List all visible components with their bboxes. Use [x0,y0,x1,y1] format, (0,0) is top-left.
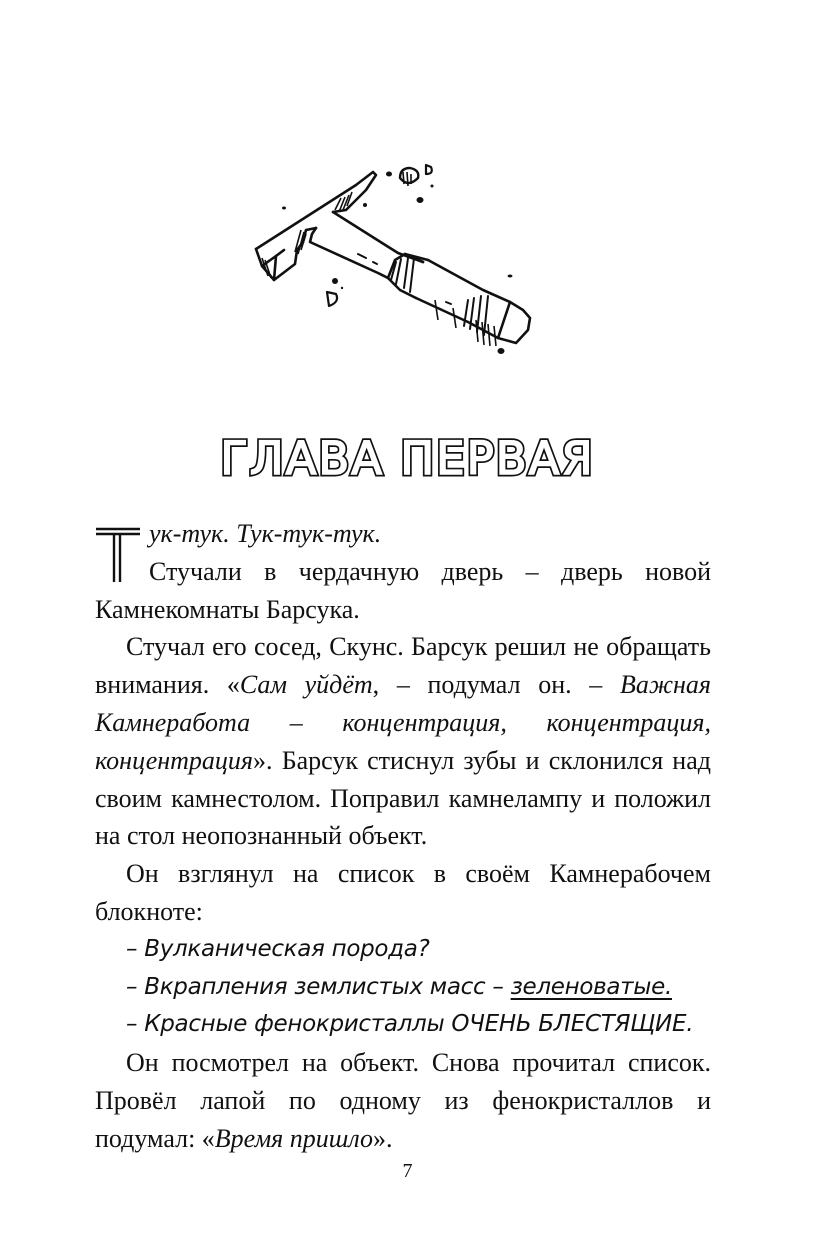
list-dash: – [126,973,145,1000]
paragraph-2 [95,628,711,855]
hammer-icon [248,150,548,380]
list-dash: – [126,1011,145,1038]
notebook-item [95,931,711,969]
paragraph-4-italic-1: Время пришло [214,1123,374,1153]
notebook-list [95,931,711,1044]
chapter-body [95,515,711,1158]
paragraph-2-text-2: , – подумал он. – [372,670,620,700]
list-dash: – [126,935,145,962]
notebook-item [95,969,711,1007]
paragraph-1-line-1: ук-тук. Тук-тук-тук. [149,519,382,548]
hammer-illustration [248,150,548,380]
notebook-item [95,1006,711,1044]
paragraph-4 [95,1044,711,1157]
paragraph-1-line-2: Стучали в чердачную дверь – дверь новой [149,556,711,586]
paragraph-3 [95,855,711,931]
chapter-title-text: ГЛАВА ПЕРВАЯ ГЛАВА ПЕРВАЯ [220,436,594,481]
paragraph-2-text-1: Стучал его сосед, Скунс. Барсук решил не обращать внимания. « [95,632,711,700]
paragraph-1-line-3: Камнекомнаты Барсука. [95,594,360,624]
paragraph-1 [95,515,711,628]
page-number: 7 [402,1160,413,1182]
notebook-item-text: Вкрапления землистых масс – [144,973,511,1000]
chapter-title [0,432,815,485]
paragraph-2-text-3: ». Барсук стиснул зубы и склонился над своим камнестолом. Поправил камнелампу и положил на стол неопознанный объект. [95,745,711,851]
paragraph-2-italic-1: Сам уйдёт [239,670,373,700]
notebook-item-text: Красные фенокристаллы ОЧЕНЬ БЛЕСТЯЩИЕ. [144,1011,694,1038]
notebook-item-underlined: зеленоватые. [510,973,672,1000]
paragraph-4-text-2: ». [373,1123,393,1153]
notebook-item-text: Вулканическая порода? [144,935,430,962]
paragraph-4-text-1: Он посмотрел на объект. Снова прочитал список. Провёл лапой по одному из фенокристаллов и подумал: « [95,1048,711,1153]
paragraph-3-text: Он взглянул на список в своём Камнерабочем блокноте: [95,859,711,926]
dropcap-letter [95,527,141,587]
paragraph-2-italic-2: Важная Камнеработа – концентрация, концентрация, концентрация [95,670,711,775]
